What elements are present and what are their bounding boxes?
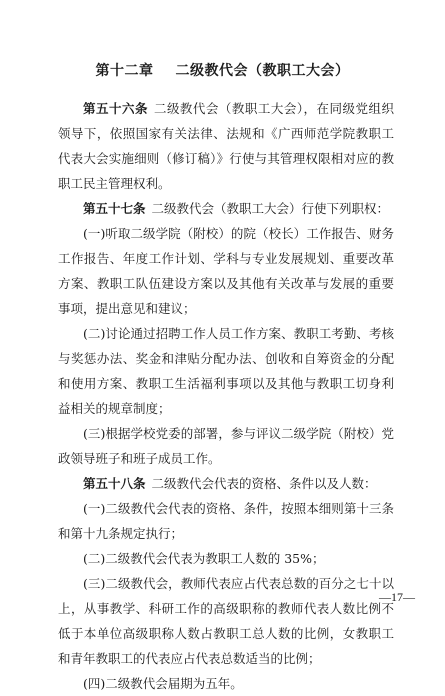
- article-number: 第五十七条: [83, 201, 146, 216]
- list-paragraph: [58, 421, 394, 471]
- page-number: —17—: [379, 590, 415, 604]
- paragraph-text: 二级教代会（教职工大会），在同级党组织领导下，依照国家有关法律、法规和《广西师范学院教职工代表大会实施细则（修订稿）》行使与其管理权限相对应的教职工民主管理权利。: [58, 101, 394, 191]
- article-paragraph: [58, 471, 394, 496]
- chapter-title-text: 二级教代会（教职工大会）: [175, 63, 350, 79]
- list-paragraph: [58, 221, 394, 321]
- paragraph-text: (一)二级教代会代表的资格、条件，按照本细则第十三条和第十九条规定执行；: [58, 501, 394, 541]
- list-paragraph: [58, 546, 394, 571]
- article-paragraph: [58, 196, 394, 221]
- list-paragraph: [58, 571, 394, 671]
- chapter-number: 第十二章: [95, 63, 154, 79]
- list-paragraph: [58, 496, 394, 546]
- paragraph-text: (三)二级教代会，教师代表应占代表总数的百分之七十以上，从事教学、科研工作的高级职称的教师代表人数比例不低于本单位高级职称人数占教职工总人数的比例，女教职工和青年教职工的代表应占代表总数适当的比例；: [58, 576, 394, 666]
- paragraph-text: (三)根据学校党委的部署，参与评议二级学院（附校）党政领导班子和班子成员工作。: [58, 426, 394, 466]
- paragraph-text: (一)听取二级学院（附校）的院（校长）工作报告、财务工作报告、年度工作计划、学科与专业发展规划、重要改革方案、教职工队伍建设方案以及其他有关改革与发展的重要事项，提出意见和建议；: [58, 226, 394, 316]
- article-number: 第五十六条: [83, 101, 148, 116]
- paragraph-text: (二)二级教代会代表为教职工人数的 35%；: [83, 551, 325, 566]
- paragraph-text: (二)讨论通过招聘工作人员工作方案、教职工考勤、考核与奖惩办法、奖金和津贴分配办法、创收和自筹资金的分配和使用方案、教职工生活福利事项以及其他与教职工切身利益相关的规章制度；: [58, 326, 394, 416]
- body-text: [58, 96, 394, 696]
- paragraph-text: 二级教代会（教职工大会）行使下列职权：: [151, 201, 390, 216]
- article-number: 第五十八条: [83, 476, 146, 491]
- paragraph-text: (四)二级教代会届期为五年。: [83, 676, 243, 691]
- article-paragraph: [58, 96, 394, 196]
- list-paragraph: [58, 321, 394, 421]
- paragraph-text: 二级教代会代表的资格、条件以及人数：: [151, 476, 377, 491]
- list-paragraph: [58, 671, 394, 696]
- chapter-heading: [0, 60, 445, 80]
